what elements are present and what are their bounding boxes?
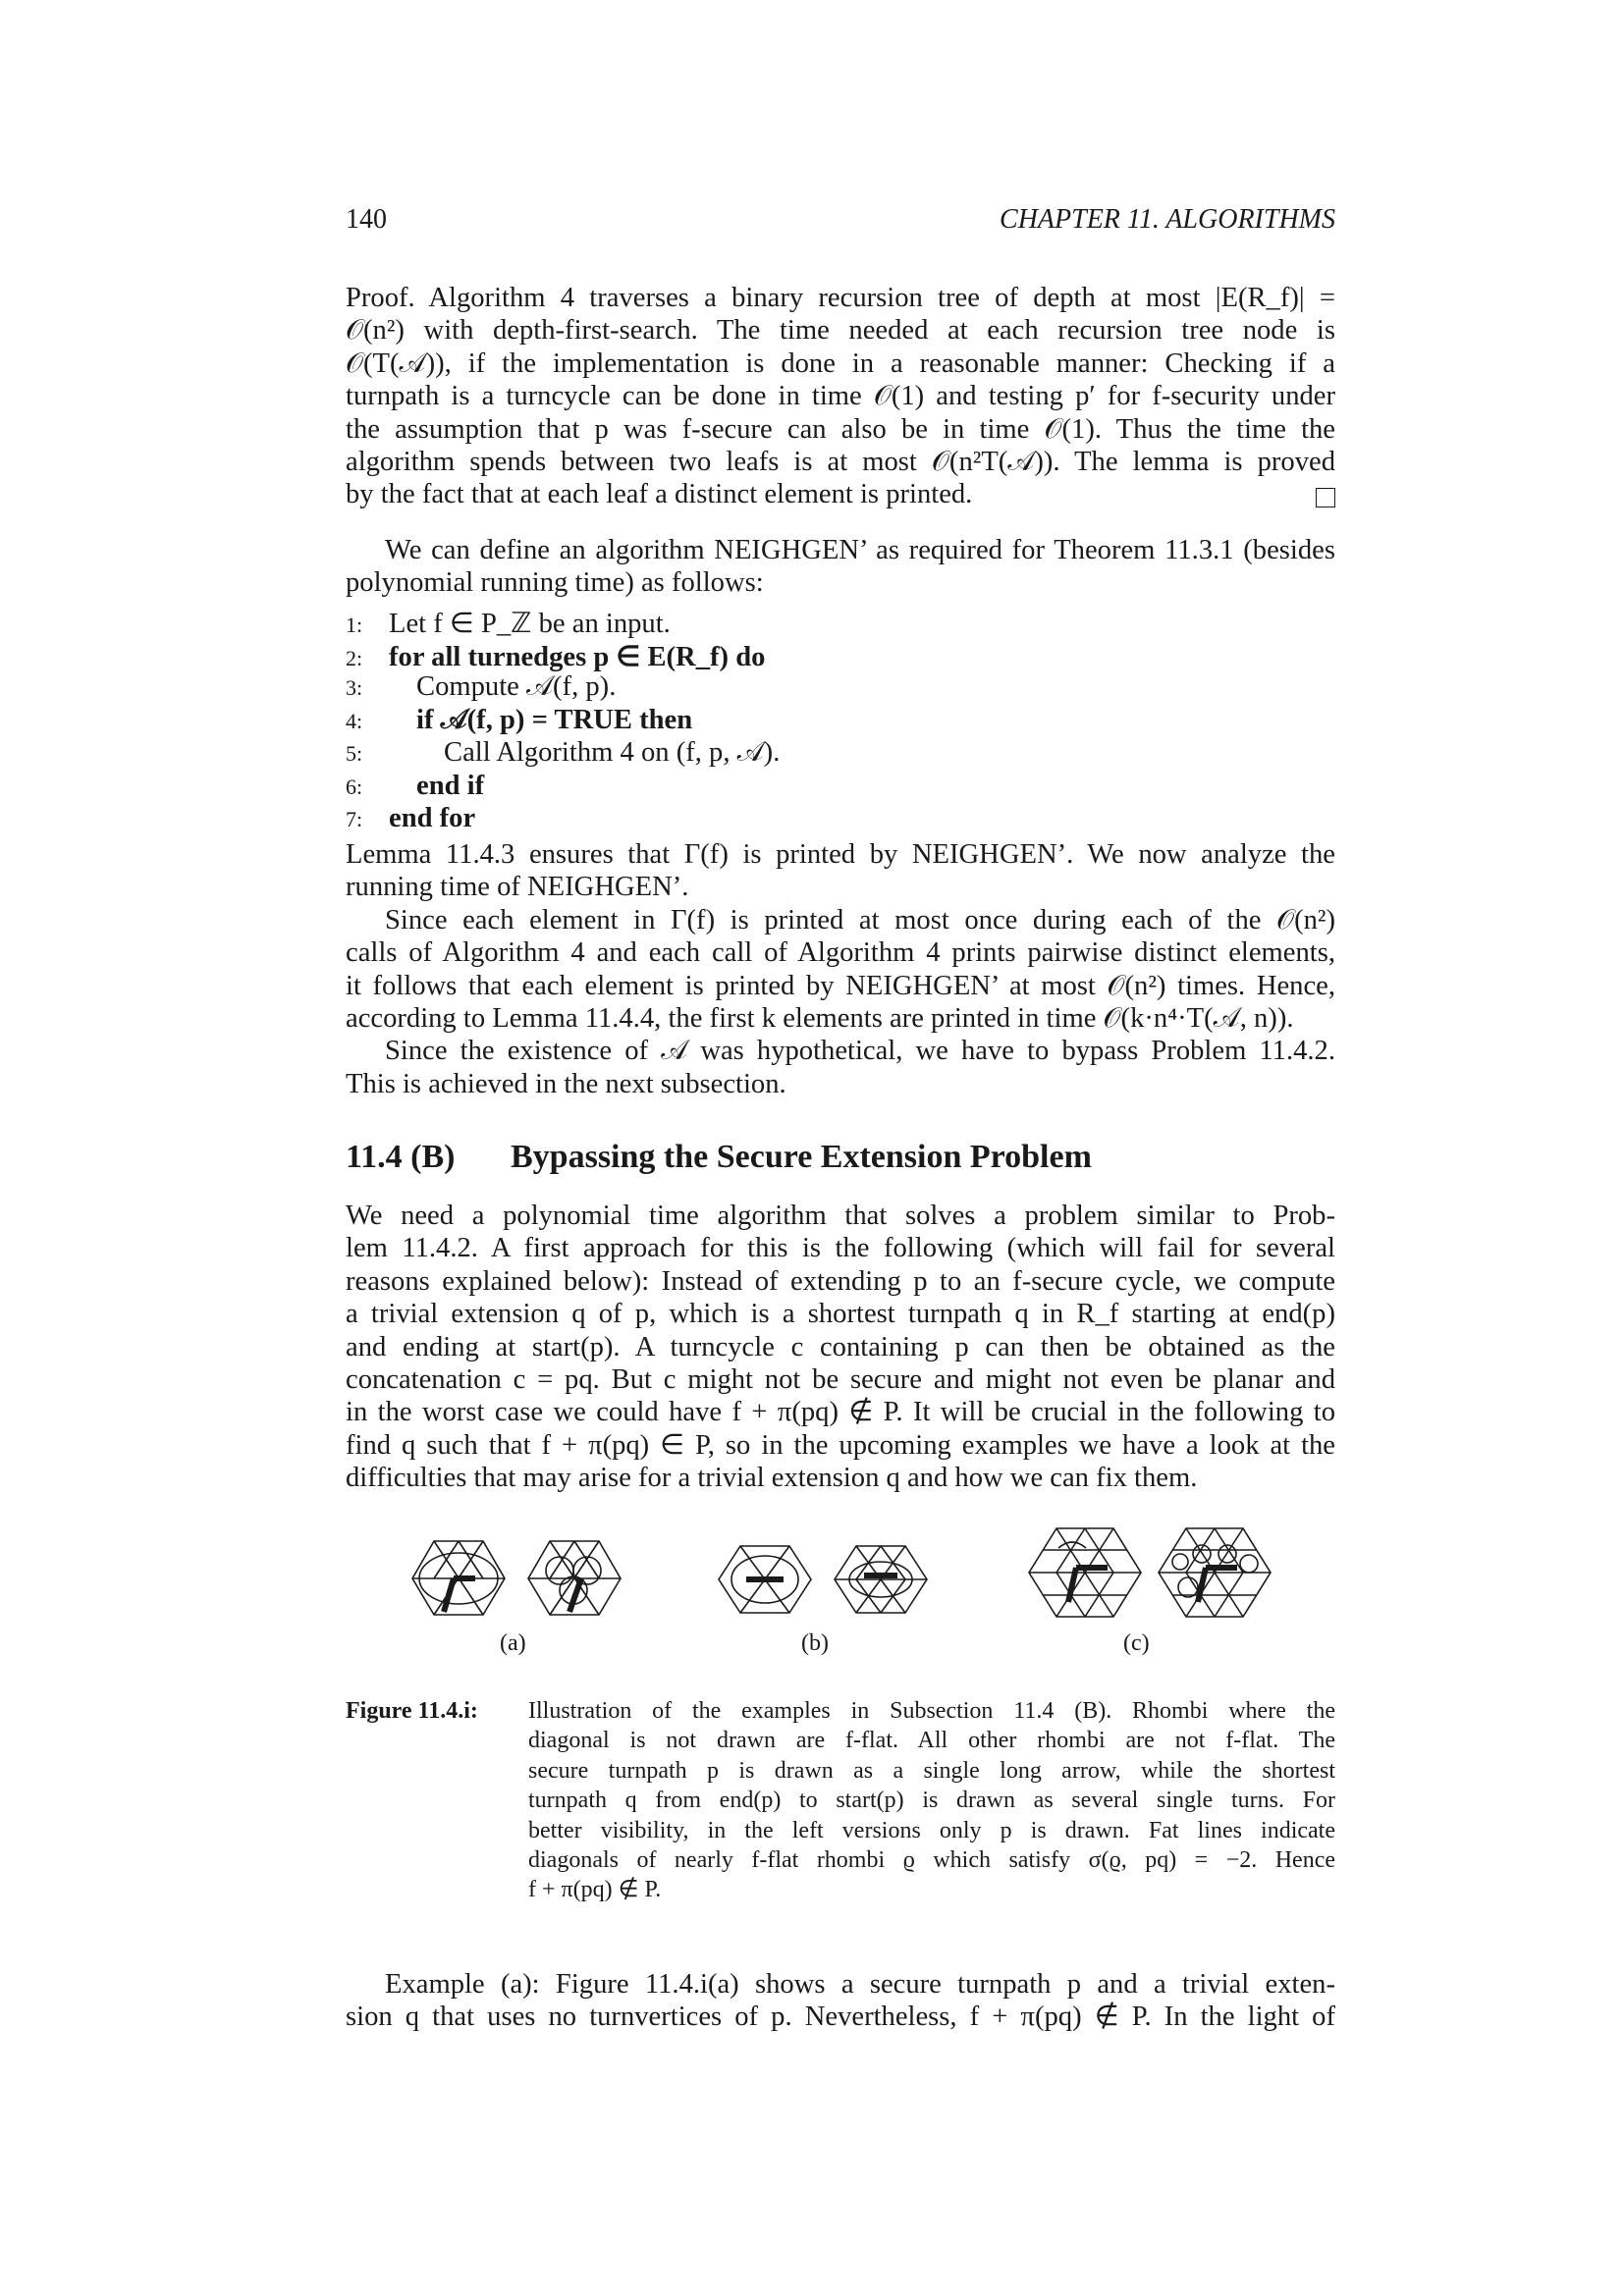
subfigure-c-left	[1029, 1528, 1141, 1617]
algorithm-line	[346, 639, 765, 671]
text-line: by the fact that at each leaf a distinct element is printed.	[346, 479, 973, 510]
text-line: Proof. Algorithm 4 traverses a binary recursion tree of depth at most |E(R_f)| =	[346, 283, 1335, 313]
text-line: reasons explained below): Instead of extending p to an f-secure cycle, we compute	[346, 1265, 1335, 1297]
text-line: the assumption that p was f-secure can also be in time 𝒪(1). Thus the time the	[346, 413, 1335, 445]
text-line: Since the existence of 𝒜 was hypothetical, we have to bypass Problem 11.4.2.	[385, 1036, 1335, 1067]
figure-11-4-i	[346, 1526, 1335, 1664]
algorithm-text: end if	[416, 770, 485, 801]
line-number: 5:	[346, 741, 363, 766]
text-line: This is achieved in the next subsection.	[346, 1068, 786, 1099]
line-number: 3:	[346, 675, 363, 700]
text-line: We need a polynomial time algorithm that solves a problem similar to Prob-	[346, 1201, 1335, 1231]
text-line: in the worst case we could have f + π(pq) ∉ P. It will be crucial in the following to	[346, 1397, 1335, 1428]
text-line: according to Lemma 11.4.4, the first k elements are printed in time 𝒪(k·n⁴·T(𝒜, n)).	[346, 1003, 1294, 1035]
algorithm-text: Let f ∈ P_ℤ be an input.	[389, 609, 671, 639]
algorithm-text: for all turnedges p ∈ E(R_f) do	[389, 641, 766, 672]
text-line: We can define an algorithm NEIGHGEN’ as required for Theorem 11.3.1 (besides	[385, 535, 1335, 565]
example-paragraph	[346, 1968, 1335, 2034]
subfigure-a-right	[528, 1541, 621, 1615]
text-line: sion q that uses no turnvertices of p. Nevertheless, f + π(pq) ∉ P. In the light of	[346, 2002, 1335, 2033]
caption-line: f + π(pq) ∉ P.	[528, 1877, 662, 1903]
line-number: 1:	[346, 613, 363, 637]
subfigure-label-a: (a)	[500, 1630, 526, 1656]
subfigure-b-left	[719, 1546, 811, 1613]
text-line: turnpath is a turncycle can be done in time 𝒪(1) and testing p′ for f-security under	[346, 381, 1335, 412]
text-line: find q such that f + π(pq) ∈ P, so in the upcoming examples we have a look at the	[346, 1429, 1335, 1461]
text-line: 𝒪(n²) with depth-first-search. The time needed at each recursion tree node is	[346, 315, 1335, 347]
subfigure-a-left	[412, 1541, 505, 1615]
line-number: 6:	[346, 774, 363, 799]
algorithm-line	[346, 771, 484, 803]
text-line: concatenation c = pq. But c might not be secure and might not even be planar and	[346, 1364, 1335, 1396]
algorithm-line	[346, 803, 475, 835]
page-number: 140	[346, 204, 387, 235]
text-line: Example (a): Figure 11.4.i(a) shows a secure turnpath p and a trivial exten-	[385, 1969, 1335, 2000]
subfigure-label-c: (c)	[1123, 1630, 1150, 1656]
caption-label: Figure 11.4.i:	[346, 1698, 478, 1724]
section-heading	[346, 1139, 1092, 1176]
algorithm-text: if 𝒜(f, p) = TRUE then	[416, 704, 693, 735]
caption-line: diagonal is not drawn are f-flat. All other rhombi are not f-flat. The	[528, 1728, 1335, 1754]
line-number: 2:	[346, 645, 363, 670]
text-line: Since each element in Γ(f) is printed at most once during each of the 𝒪(n²)	[385, 904, 1335, 935]
algorithm-line	[346, 606, 671, 638]
text-line: Lemma 11.4.3 ensures that Γ(f) is printed by NEIGHGEN’. We now analyze the	[346, 839, 1335, 870]
text-line: a trivial extension q of p, which is a shortest turnpath q in R_f starting at end(p)	[346, 1299, 1335, 1330]
algorithm-text: Compute 𝒜(f, p).	[416, 671, 617, 702]
section-title: Bypassing the Secure Extension Problem	[511, 1139, 1092, 1175]
caption-body	[528, 1696, 1335, 1905]
text-line: calls of Algorithm 4 and each call of Algorithm 4 prints pairwise distinct elements,	[346, 937, 1335, 969]
subfigure-b-right	[835, 1546, 927, 1613]
line-number: 4:	[346, 708, 363, 733]
qed-box-icon	[1316, 488, 1335, 507]
algorithm-text: Call Algorithm 4 on (f, p, 𝒜).	[444, 737, 781, 768]
chapter-title: CHAPTER 11. ALGORITHMS	[1000, 204, 1335, 235]
section-paragraph	[346, 1200, 1335, 1495]
algorithm-line	[346, 671, 616, 704]
text-line: polynomial running time) as follows:	[346, 567, 764, 599]
running-header	[346, 204, 1335, 243]
text-line: 𝒪(T(𝒜)), if the implementation is done in a reasonable manner: Checking if a	[346, 347, 1335, 379]
section-number: 11.4 (B)	[346, 1139, 456, 1175]
line-number: 7:	[346, 807, 363, 831]
algorithm-line	[346, 705, 692, 737]
intro-paragraph	[346, 534, 1335, 600]
proof-paragraph	[346, 282, 1335, 511]
text-line: and ending at start(p). A turncycle c containing p can then be obtained as the	[346, 1331, 1335, 1362]
rhombus-tilings-illustration	[346, 1526, 1335, 1664]
text-line: it follows that each element is printed by NEIGHGEN’ at most 𝒪(n²) times. Hence,	[346, 970, 1335, 1001]
caption-line: diagonals of nearly f-flat rhombi ϱ which satisfy σ(ϱ, pq) = −2. Hence	[528, 1847, 1335, 1874]
text-line: lem 11.4.2. A first approach for this is the following (which will fail for several	[346, 1233, 1335, 1264]
caption-line: secure turnpath p is drawn as a single long arrow, while the shortest	[528, 1757, 1335, 1784]
text-line: algorithm spends between two leafs is at most 𝒪(n²T(𝒜)). The lemma is proved	[346, 447, 1335, 478]
text-line: difficulties that may arise for a trivial extension q and how we can fix them.	[346, 1463, 1198, 1494]
text-line: running time of NEIGHGEN’.	[346, 872, 689, 903]
algorithm-text: end for	[389, 803, 476, 833]
caption-line: Illustration of the examples in Subsection 11.4 (B). Rhombi where the	[528, 1698, 1335, 1724]
caption-line: better visibility, in the left versions only p is drawn. Fat lines indicate	[528, 1817, 1335, 1843]
caption-line: turnpath q from end(p) to start(p) is drawn as several single turns. For	[528, 1788, 1335, 1814]
subfigure-c-right	[1159, 1528, 1271, 1617]
analysis-paragraph	[346, 838, 1335, 1100]
subfigure-label-b: (b)	[801, 1630, 829, 1656]
algorithm-line	[346, 737, 780, 770]
